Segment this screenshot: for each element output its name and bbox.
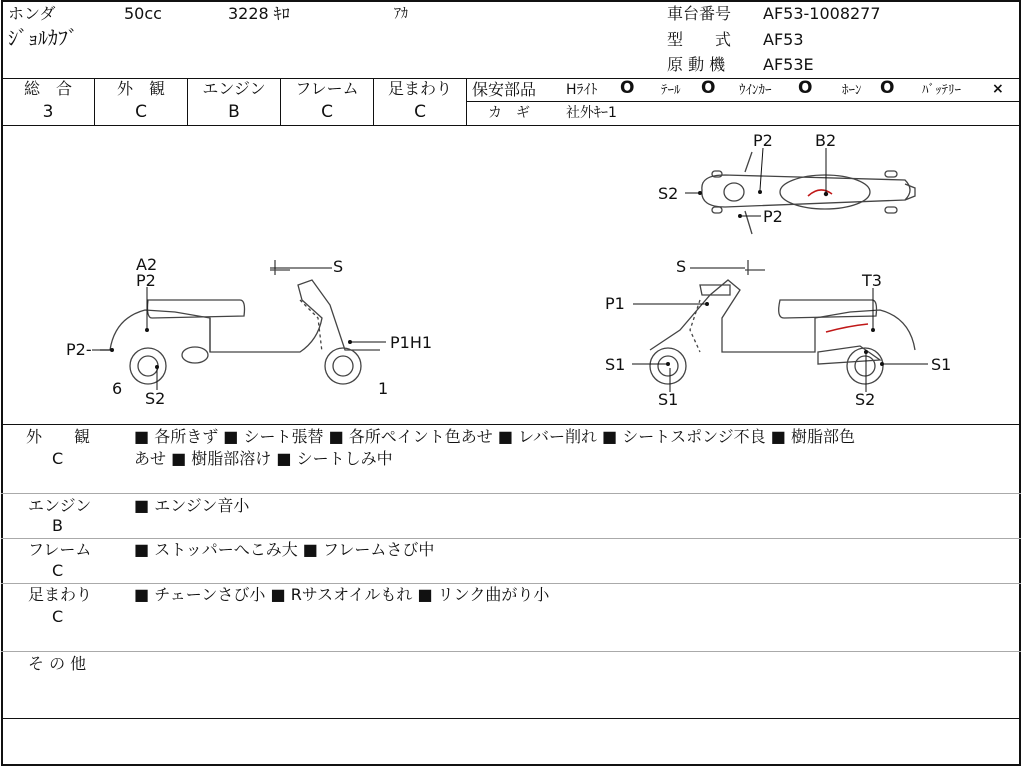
grade-frame-label: フレーム [295,79,359,98]
frame-number-label: 車台番号 [667,4,732,23]
color: ｱｶ [394,6,408,22]
engine-label: 原 動 機 [667,55,726,74]
remark-text-suspension: ■ チェーンさび小 ■ Rサスオイルもれ ■ リンク曲がり小 [134,585,550,604]
engine-value: AF53E [763,55,814,74]
grade-suspension-value: C [414,102,426,122]
label-top-s2: S2 [658,184,679,203]
remark-category-frame: フレーム [28,540,92,559]
mileage: 3228 ｷﾛ [228,4,290,23]
label-top-p2: P2 [753,131,773,150]
label-right-s1b: S1 [658,390,679,409]
label-left-p1h1: P1H1 [390,333,433,352]
label-top-p2b: P2 [763,207,783,226]
safety-item-tail: ﾃｰﾙ [661,83,681,98]
key-value: 社外ｷｰ1 [566,105,617,121]
remark-category-other: そ の 他 [28,654,87,673]
remark-grade-frame: C [52,561,64,580]
label-right-s1c: S1 [931,355,952,374]
type-value: AF53 [763,30,804,49]
safety-item-winker: ｳｲﾝｶｰ [739,83,772,98]
divider [1,493,1021,494]
label-right-s: S [676,257,687,276]
remark-grade-exterior: C [52,449,64,468]
displacement: 50cc [124,4,162,23]
grade-engine-label: エンジン [202,79,266,98]
label-right-p1: P1 [605,294,625,313]
grade-total-label: 総 合 [23,79,72,98]
damage-diagram [0,126,1024,424]
remark-category-suspension: 足まわり [28,585,93,604]
remark-category-exterior: 外 観 [26,427,91,446]
remark-text-engine: ■ エンジン音小 [134,496,250,515]
grade-suspension-label: 足まわり [387,79,452,98]
remark-category-engine: エンジン [28,496,92,515]
label-right-s1a: S1 [605,355,626,374]
label-right-s2: S2 [855,390,876,409]
safety-item-headlight: Hﾗｲﾄ [566,82,598,98]
model-name: ｼﾞｮﾙｶﾌﾞ [8,26,78,50]
divider [466,101,1021,102]
grade-frame-value: C [321,102,333,122]
label-left-6: 6 [112,379,123,398]
safety-mark-tail: O [701,78,716,98]
type-label: 型 式 [667,30,732,49]
remark-grade-suspension: C [52,607,64,626]
remark-grade-engine: B [52,516,63,535]
safety-mark-battery: × [992,81,1004,97]
label-left-1: 1 [378,379,389,398]
divider [1,538,1021,539]
label-left-p2: P2 [136,271,156,290]
remark-text-exterior-line2: あせ ■ 樹脂部溶け ■ シートしみ中 [134,449,393,468]
safety-mark-winker: O [798,78,813,98]
safety-label: 保安部品 [472,80,537,99]
grade-engine-value: B [228,102,240,122]
grade-exterior-value: C [135,102,147,122]
divider [1,718,1021,719]
label-left-p2-rear: P2- [66,340,92,359]
frame-number-value: AF53-1008277 [763,4,881,23]
divider [1,651,1021,652]
divider [1,424,1021,425]
grade-exterior-label: 外 観 [116,79,165,98]
safety-mark-headlight: O [620,78,635,98]
key-label: カ ギ [488,105,530,121]
grade-total-value: 3 [42,102,54,122]
label-top-b2: B2 [815,131,837,150]
divider [466,78,467,125]
maker: ホンダ [8,4,56,23]
label-left-a2: A2 [136,255,158,274]
label-right-t3: T3 [862,271,882,290]
safety-item-battery: ﾊﾞｯﾃﾘｰ [922,83,961,98]
scooter-top-view [702,152,915,234]
remark-text-frame: ■ ストッパーへこみ大 ■ フレームさび中 [134,540,435,559]
safety-item-horn: ﾎｰﾝ [842,83,862,98]
label-left-s: S [333,257,344,276]
label-left-s2: S2 [145,389,166,408]
remark-text-exterior-line1: ■ 各所きず ■ シート張替 ■ 各所ペイント色あせ ■ レバー削れ ■ シートスポンジ不良 ■ 樹脂部色 [134,427,855,446]
divider [1,583,1021,584]
safety-mark-horn: O [880,78,895,98]
